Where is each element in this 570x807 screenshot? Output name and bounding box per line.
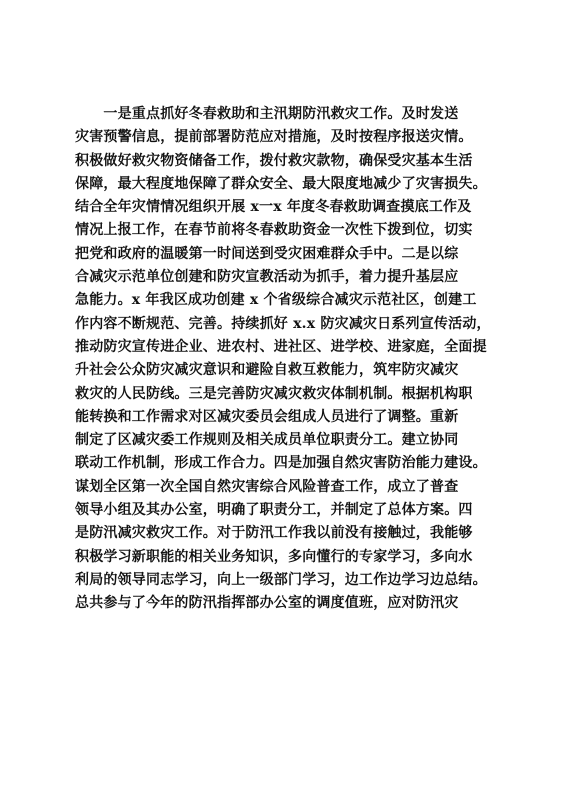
text-line-16: 联动工作机制，形成工作合力。四是加强自然灾害防治能力建设。 [75, 455, 487, 472]
text-line-15: 制定了区减灾委工作规则及相关成员单位职责分工。建立协同 [75, 432, 459, 449]
text-line-22: 总共参与了今年的防汛指挥部办公室的调度值班，应对防汛灾 [75, 595, 459, 612]
text-line-11: 推动防灾宣传进企业、进农村、进社区、进学校、进家庭，全面提 [75, 338, 487, 355]
text-line-5: 结合全年灾情情况组织开展 x一x 年度冬春救助调查摸底工作及 [75, 199, 472, 216]
text-line-14: 能转换和工作需求对区减灾委员会组成人员进行了调整。重新 [75, 408, 459, 425]
text-line-2: 灾害预警信息，提前部署防范应对措施，及时按程序报送灾情。 [75, 129, 473, 146]
text-line-13: 救灾的人民防线。三是完善防灾减灾救灾体制机制。根据机构职 [75, 385, 473, 402]
text-line-18: 领导小组及其办公室，明确了职责分工，并制定了总体方案。四 [75, 502, 473, 519]
text-line-7: 把党和政府的温暖第一时间送到受灾困难群众手中。二是以综 [75, 245, 459, 262]
text-line-21: 利局的领导同志学习，向上一级部门学习，边工作边学习边总结。 [75, 571, 487, 588]
text-line-9: 急能力。x 年我区成功创建 x 个省级综合减灾示范社区，创建工 [75, 292, 477, 309]
body-paragraph [75, 103, 505, 616]
text-line-20: 积极学习新职能的相关业务知识，多向懂行的专家学习，多向水 [75, 548, 473, 565]
text-line-19: 是防汛减灾救灾工作。对于防汛工作我以前没有接触过，我能够 [75, 525, 473, 542]
text-line-17: 谋划全区第一次全国自然灾害综合风险普查工作，成立了普查 [75, 478, 459, 495]
text-line-4: 保障，最大程度地保障了群众安全、最大限度地减少了灾害损失。 [75, 175, 487, 192]
text-line-10: 作内容不断规范、完善。持续抓好 x.x 防灾减灾日系列宣传活动， [75, 315, 491, 332]
text-line-6: 情况上报工作，在春节前将冬春救助资金一次性下拨到位，切实 [75, 222, 473, 239]
text-line-3: 积极做好救灾物资储备工作，拨付救灾款物，确保受灾基本生活 [75, 152, 473, 169]
text-line-12: 升社会公众防灾减灾意识和避险自救互救能力，筑牢防灾减灾 [75, 362, 459, 379]
text-line-8: 合减灾示范单位创建和防灾宣教活动为抓手，着力提升基层应 [75, 269, 459, 286]
text-line-1: 一是重点抓好冬春救助和主汛期防汛救灾工作。及时发送 [75, 106, 459, 122]
